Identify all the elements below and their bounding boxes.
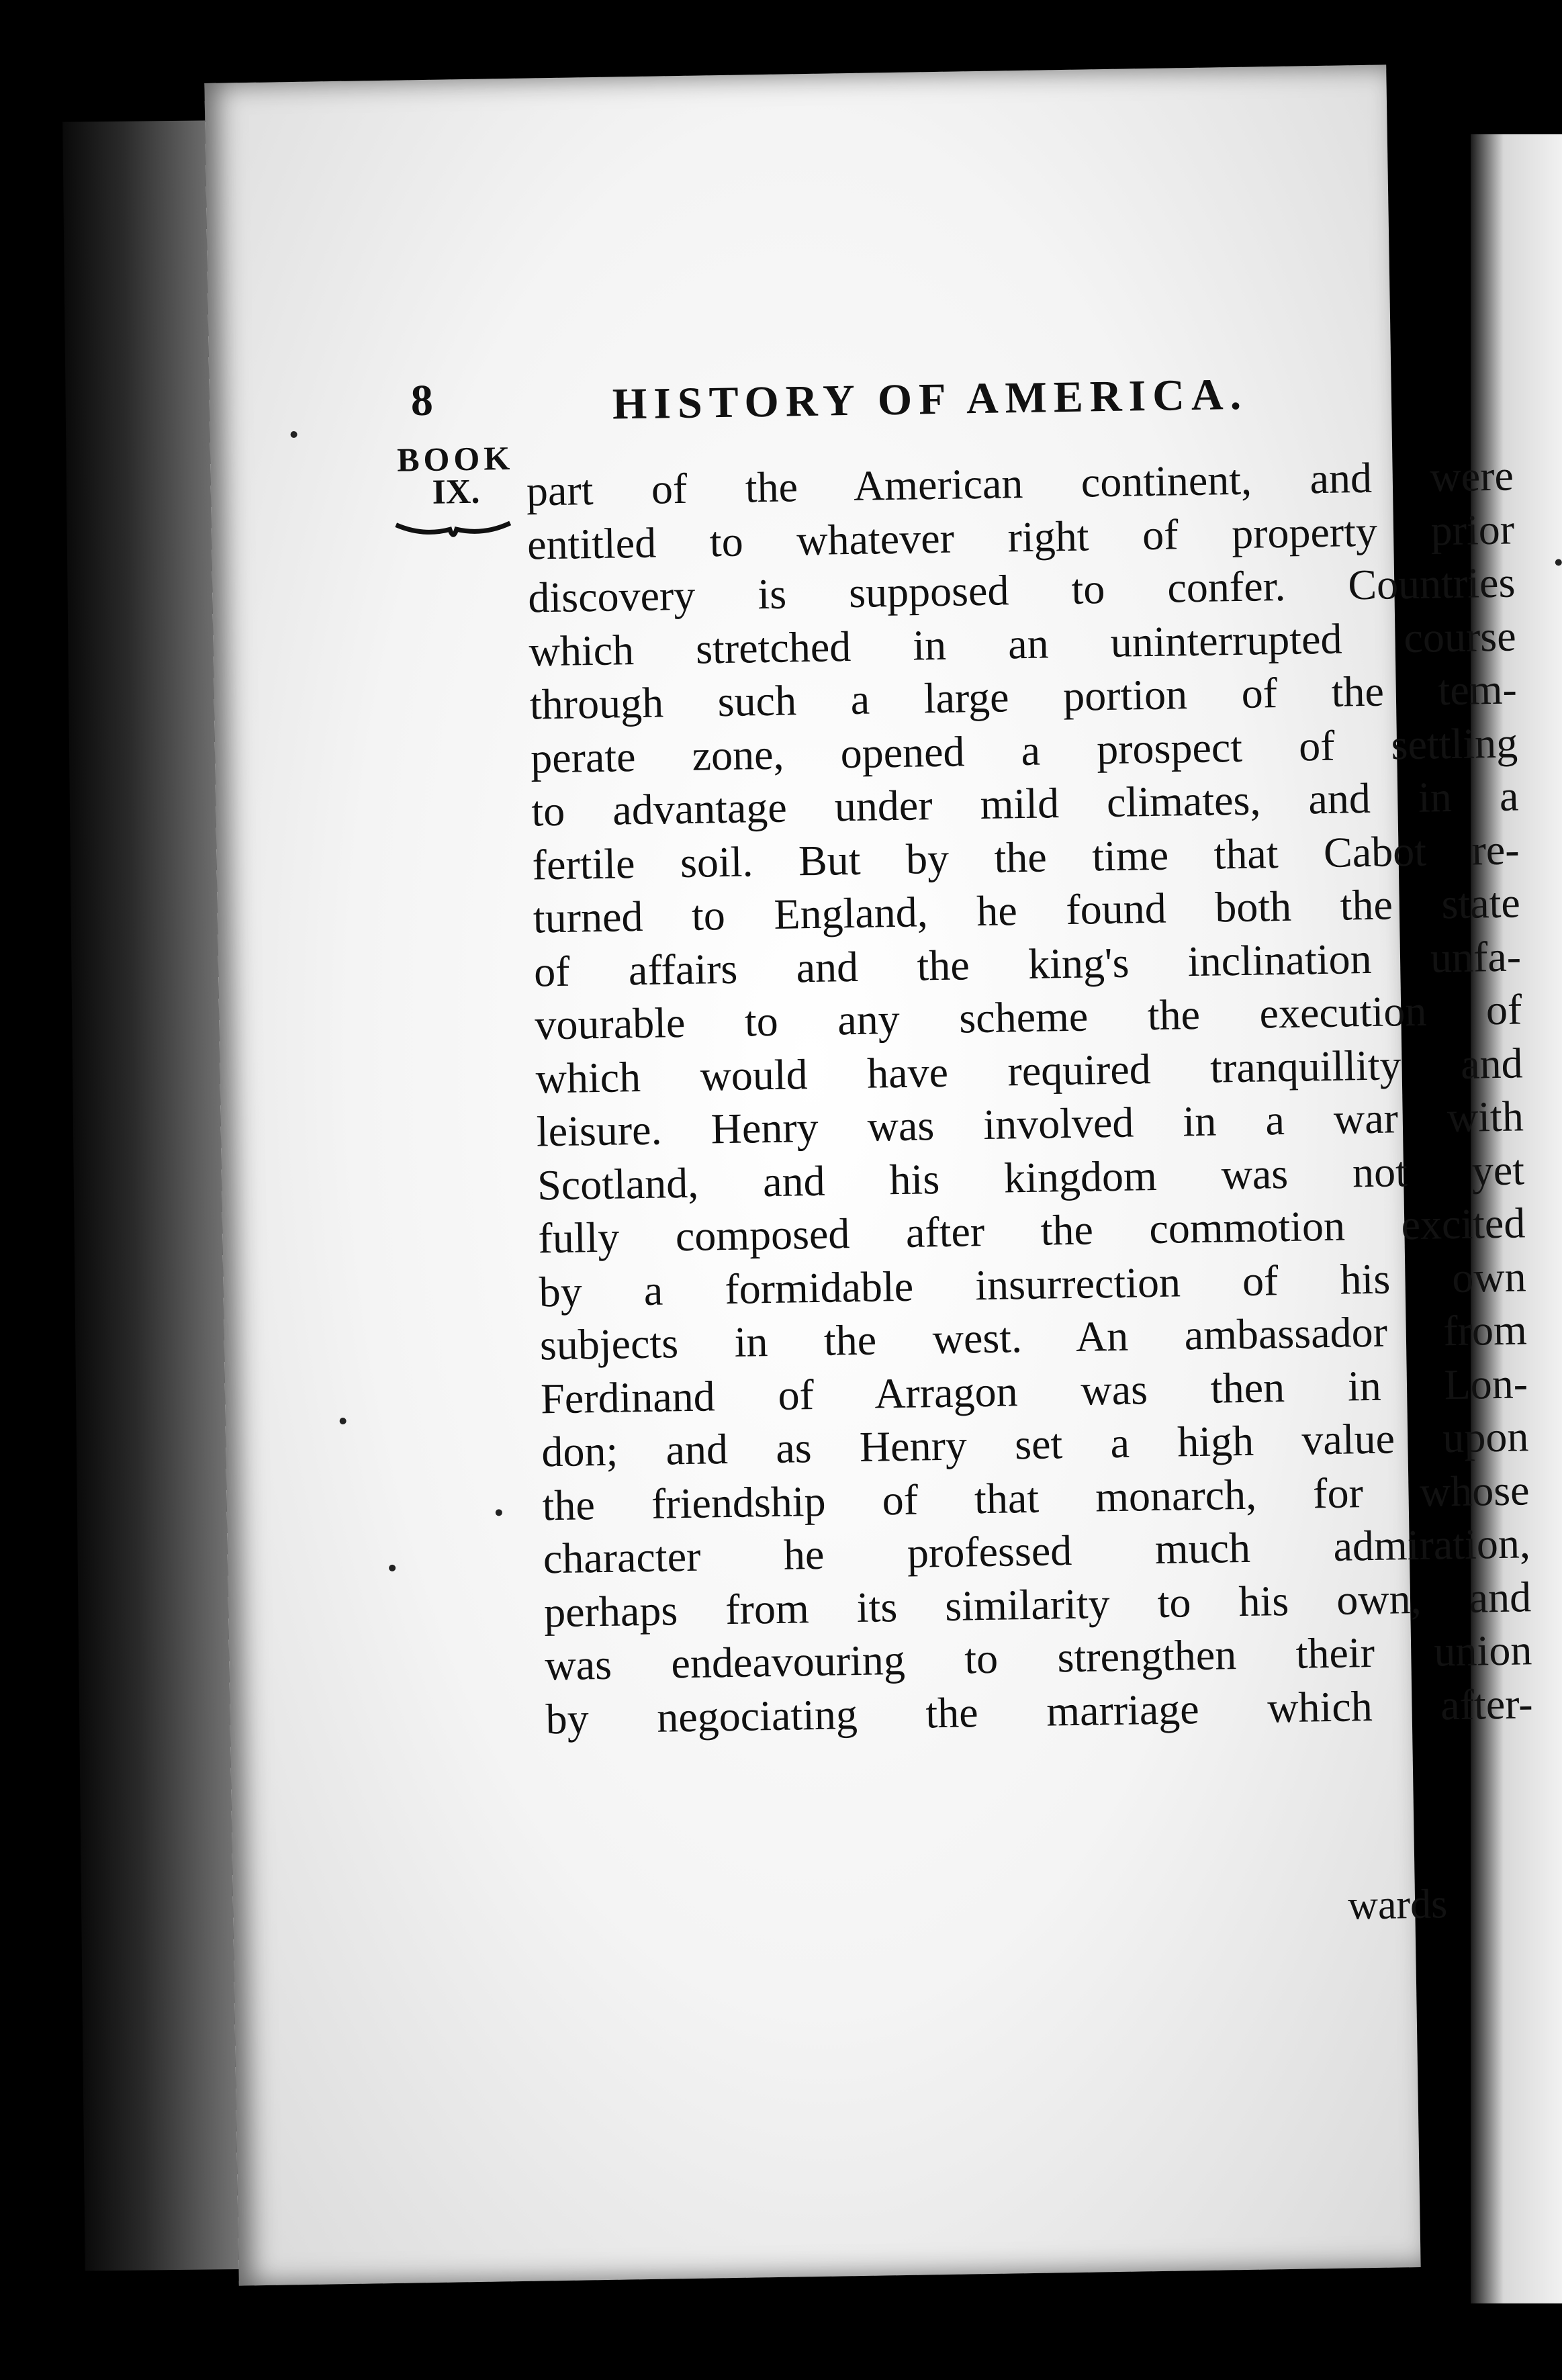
text-line: entitled to whatever right of property prior bbox=[526, 504, 1515, 569]
text-line: turned to England, he found both the state bbox=[533, 878, 1521, 942]
text-line: fully composed after the commotion excited bbox=[537, 1199, 1526, 1263]
ink-speck bbox=[291, 431, 297, 438]
text-line: part of the American continent, and were bbox=[526, 451, 1514, 515]
text-line: discovery is supposed to confer. Countries bbox=[527, 558, 1516, 622]
text-line: which would have required tranquillity and bbox=[535, 1038, 1524, 1102]
text-line: perate zone, opened a prospect of settling bbox=[530, 718, 1518, 782]
margin-note-number: IX. bbox=[432, 472, 480, 512]
text-line: fertile soil. But by the time that Cabot re- bbox=[532, 825, 1520, 888]
text-line: was endeavouring to strengthen their union bbox=[544, 1626, 1532, 1690]
text-line: leisure. Henry was involved in a war with bbox=[536, 1092, 1524, 1156]
ink-speck bbox=[389, 1565, 396, 1571]
text-line: vourable to any scheme the execution of bbox=[534, 985, 1522, 1049]
ink-speck bbox=[1555, 559, 1562, 565]
text-line: which stretched in an uninterrupted course bbox=[529, 611, 1517, 676]
body-text bbox=[526, 449, 1533, 1745]
ink-speck bbox=[340, 1418, 347, 1424]
page-text-block bbox=[204, 64, 1534, 2285]
text-line: Ferdinand of Arragon was then in Lon- bbox=[540, 1359, 1528, 1422]
text-line: by a formidable insurrection of his own bbox=[539, 1252, 1527, 1316]
text-line: don; and as Henry set a high value upon bbox=[541, 1412, 1529, 1476]
text-line: Scotland, and his kingdom was not yet bbox=[537, 1145, 1525, 1209]
page-number: 8 bbox=[410, 375, 434, 426]
margin-brace-ornament bbox=[393, 515, 514, 544]
text-line: the friendship of that monarch, for whose bbox=[542, 1465, 1530, 1529]
text-line: character he professed much admiration, bbox=[543, 1519, 1531, 1583]
running-head: HISTORY OF AMERICA. bbox=[612, 369, 1248, 429]
ink-speck bbox=[496, 1509, 502, 1516]
text-line: subjects in the west. An ambassador from bbox=[539, 1306, 1528, 1369]
margin-note-book: BOOK bbox=[396, 439, 514, 479]
catchword: wards bbox=[1347, 1881, 1448, 1929]
text-line: perhaps from its similarity to his own, and bbox=[543, 1572, 1532, 1636]
text-line: to advantage under mild climates, and in a bbox=[531, 772, 1519, 835]
book-page bbox=[204, 64, 1534, 2285]
text-line: through such a large portion of the tem- bbox=[529, 665, 1518, 729]
text-line: by negociating the marriage which after- bbox=[545, 1679, 1534, 1743]
text-line: of affairs and the king's inclination unfa- bbox=[533, 931, 1522, 995]
margin-note bbox=[392, 441, 520, 510]
